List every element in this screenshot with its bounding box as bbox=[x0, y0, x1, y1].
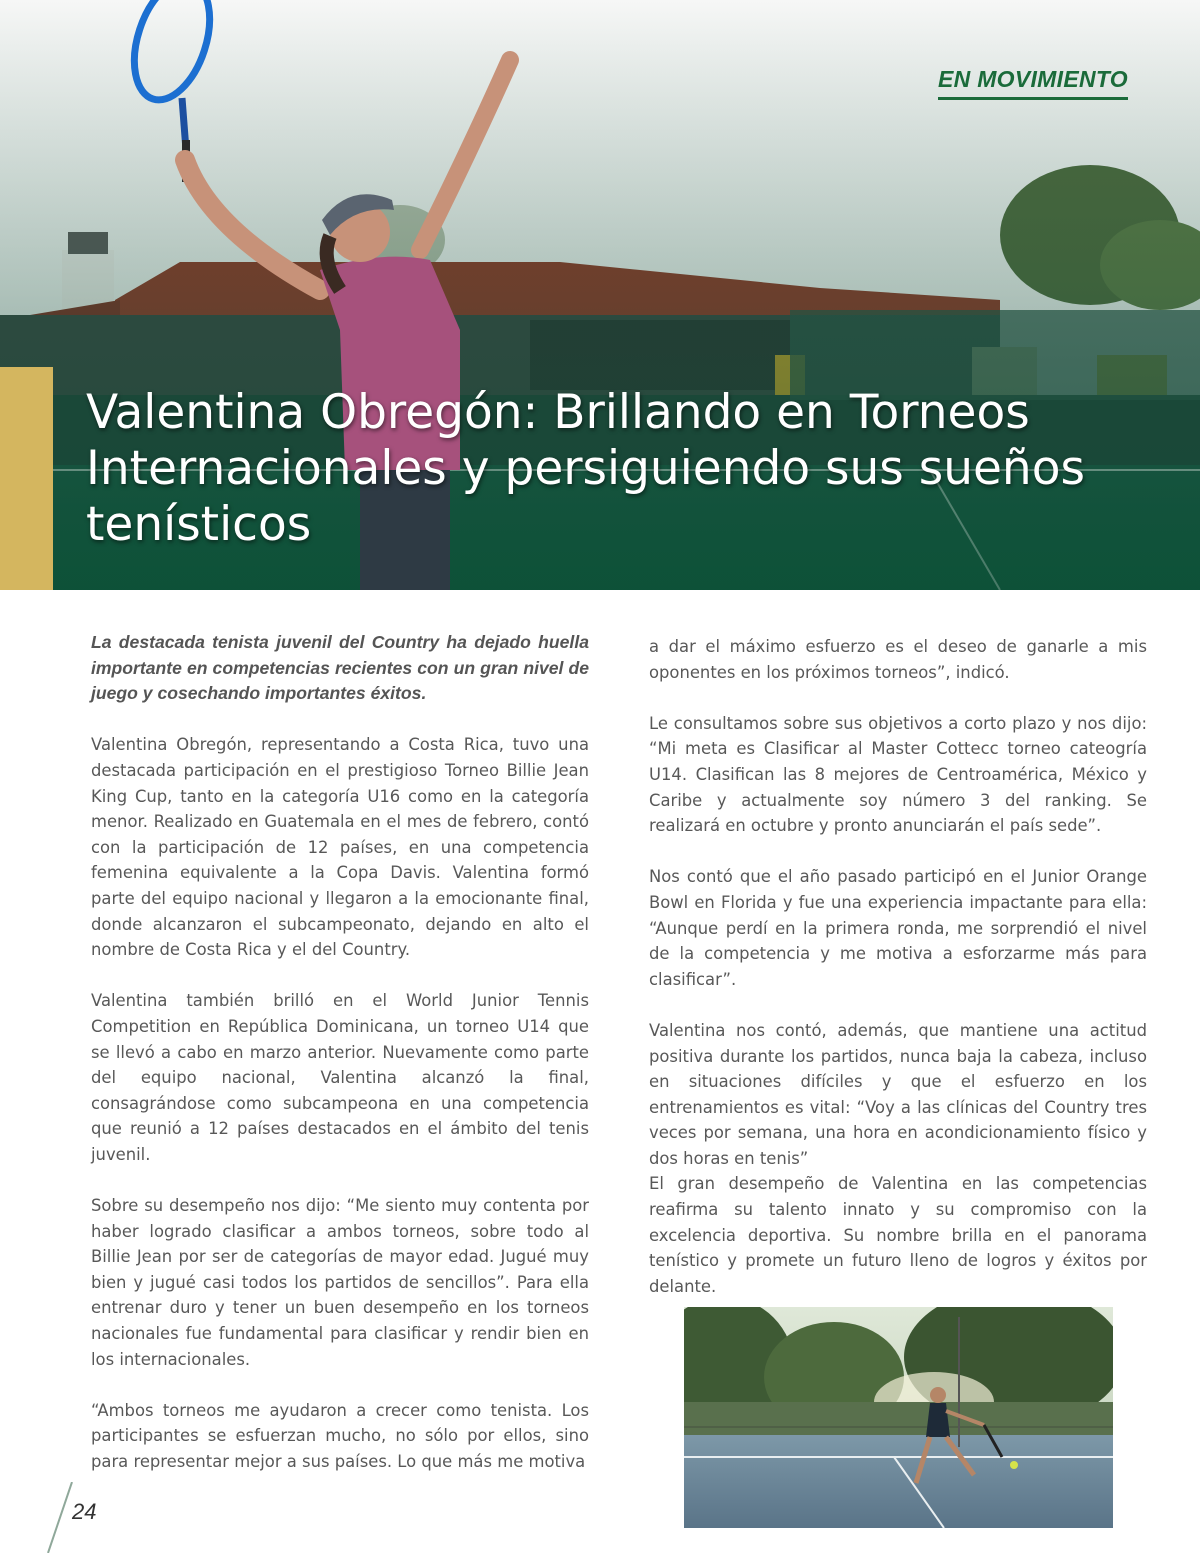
gold-accent-bar bbox=[0, 367, 53, 590]
paragraph: Valentina Obregón, representando a Costa Rica, tuvo una destacada participación en el prestigioso Torneo Billie Jean King Cup, tanto en la categoría U16 como en la categoría menor. Realizado en Guatemala en el mes de febrero, contó con la participación de 12 países, en una competencia femenina equivalente a la Copa Davis. Valentina formó parte del equipo nacional y llegaron a la emocionante final, donde alcanzaron el subcampeonato, dejando en alto el nombre de Costa Rica y el del Country. bbox=[91, 735, 589, 960]
article-title: Valentina Obregón: Brillando en Torneos Internacionales y persiguiendo sus sueños tenísticos bbox=[86, 385, 1085, 552]
page-number-slash bbox=[44, 1482, 74, 1553]
page-number: 24 bbox=[72, 1499, 97, 1524]
inset-photo-tennis-court bbox=[684, 1307, 1113, 1528]
paragraph: a dar el máximo esfuerzo es el deseo de ganarle a mis oponentes en los próximos torneos”, indicó. bbox=[649, 637, 1147, 682]
paragraph: Sobre su desempeño nos dijo: “Me siento muy contenta por haber logrado clasificar a ambos torneos, sobre todo al Billie Jean por ser de categorías de mayor edad. Jugué muy bien y jugué casi todos los partidos de sencillos”. Para ella entrenar duro y tener un buen desempeño en los torneos nacionales fue fundamental para clasificar y rendir bien en los internacionales. bbox=[91, 1196, 589, 1369]
paragraph: Valentina también brilló en el World Junior Tennis Competition en República Dominicana, un torneo U14 que se llevó a cabo en marzo anterior. Nuevamente como parte del equipo nacional, Valentina alcanzó la final, consagrándose como subcampeona en una competencia que reunió a 12 países destacados en el ámbito del tenis juvenil. bbox=[91, 991, 589, 1164]
hero-banner bbox=[0, 0, 1200, 590]
paragraph: Valentina nos contó, además, que mantiene una actitud positiva durante los partidos, nunca baja la cabeza, incluso en situaciones difíciles y que el esfuerzo en los entrenamientos es vital: “Voy a las clínicas del Country tres veces por semana, una hora en acondicionamiento físico y dos horas en tenis” bbox=[649, 1020, 1147, 1168]
section-tag: EN MOVIMIENTO bbox=[938, 66, 1128, 100]
paragraph: Nos contó que el año pasado participó en el Junior Orange Bowl en Florida y fue una experiencia impactante para ella: “Aunque perdí en la primera ronda, me sorprendió el nivel de la competencia y me motiva a esforzarme más para clasificar”. bbox=[649, 867, 1147, 989]
inset-photo-illustration bbox=[684, 1307, 1113, 1528]
right-column bbox=[649, 634, 1147, 1299]
paragraph: El gran desempeño de Valentina en las competencias reafirma su talento innato y su compromiso con la excelencia deportiva. Su nombre brilla en el panorama tenístico y promete un futuro lleno de logros y éxitos por delante. bbox=[649, 1174, 1147, 1296]
article-lede: La destacada tenista juvenil del Country ha dejado huella importante en competencias recientes con un gran nivel de juego y cosechando importantes éxitos. bbox=[91, 632, 589, 704]
left-column bbox=[91, 630, 589, 1475]
paragraph: Le consultamos sobre sus objetivos a corto plazo y nos dijo: “Mi meta es Clasificar al Master Cottecc torneo cateogría U14. Clasifican las 8 mejores de Centroamérica, México y Caribe y actualmente soy número 3 del ranking. Se realizará en octubre y pronto anunciarán el país sede”. bbox=[649, 713, 1147, 836]
paragraph: “Ambos torneos me ayudaron a crecer como tenista. Los participantes se esfuerzan mucho, no sólo por ellos, sino para representar mejor a sus países. Lo que más me motiva bbox=[91, 1400, 589, 1471]
